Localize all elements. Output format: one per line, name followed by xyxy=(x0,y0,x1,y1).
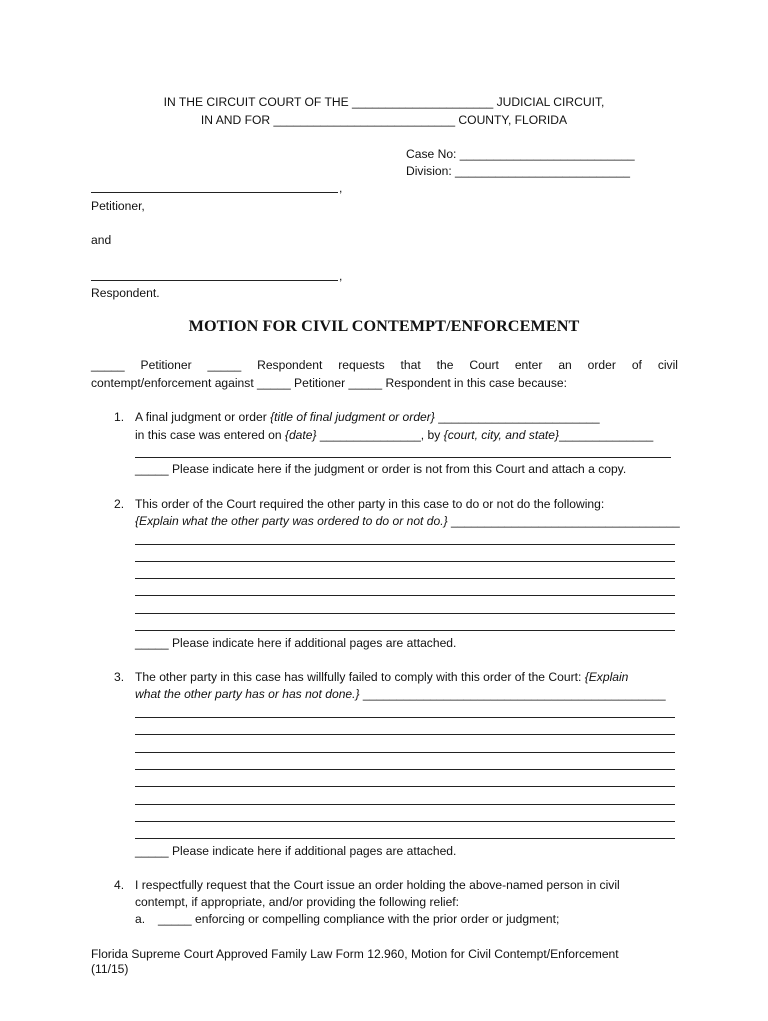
petitioner-name-line[interactable] xyxy=(91,192,338,193)
item-2-blank-line[interactable] xyxy=(135,595,675,596)
intro-word: requests xyxy=(338,358,385,372)
item-2-blank-line[interactable] xyxy=(135,630,675,631)
item-3-line-1: The other party in this case has willfully failed to comply with this order of the Court: {Explain xyxy=(135,670,629,684)
item-2-blank-line[interactable] xyxy=(135,578,675,579)
respondent-label: Respondent. xyxy=(91,286,160,300)
item-4a-checkbox-line[interactable]: _____ enforcing or compelling compliance with the prior order or judgment; xyxy=(158,912,560,926)
intro-word: civil xyxy=(657,358,678,372)
division-field[interactable]: Division: __________________________ xyxy=(406,164,630,178)
item-4-number: 4. xyxy=(114,878,125,892)
item-2-blank-line[interactable] xyxy=(135,561,675,562)
form-title: MOTION FOR CIVIL CONTEMPT/ENFORCEMENT xyxy=(188,317,580,335)
item-3-blank-line[interactable] xyxy=(135,769,675,770)
intro-word: Petitioner xyxy=(140,358,192,372)
item-2-line-1: This order of the Court required the other party in this case to do or not do the following: xyxy=(135,497,605,511)
intro-word: of xyxy=(631,358,642,372)
respondent-name-line[interactable] xyxy=(91,280,338,281)
intro-word[interactable]: _____ xyxy=(207,358,242,372)
item-2-blank-line[interactable] xyxy=(135,613,675,614)
intro-word[interactable]: _____ xyxy=(91,358,125,372)
petitioner-comma: , xyxy=(339,181,343,195)
footer-revision-date: (11/15) xyxy=(91,962,129,976)
item-4a-label: a. xyxy=(135,912,146,926)
item-2-line-2: {Explain what the other party was ordered to do or not do.} __________________________________ xyxy=(135,514,680,528)
intro-word: order xyxy=(587,358,616,372)
item-4-line-1: I respectfully request that the Court issue an order holding the above-named person in civil xyxy=(135,878,620,892)
intro-word: enter xyxy=(514,358,543,372)
respondent-comma: , xyxy=(339,269,343,283)
item-3-blank-line[interactable] xyxy=(135,786,675,787)
item-3-blank-line[interactable] xyxy=(135,821,675,822)
item-1-number: 1. xyxy=(114,410,125,424)
intro-word: an xyxy=(558,358,572,372)
item-2-blank-line[interactable] xyxy=(135,544,675,545)
intro-word: Court xyxy=(469,358,499,372)
court-line-1: IN THE CIRCUIT COURT OF THE _____________________ JUDICIAL CIRCUIT, xyxy=(163,95,605,109)
item-1-blank-line[interactable] xyxy=(135,457,671,458)
intro-word: Respondent xyxy=(257,358,323,372)
item-1-line-1: A final judgment or order {title of final judgment or order} ________________________ xyxy=(135,410,600,424)
intro-line-1 xyxy=(91,357,678,374)
item-4-line-2: contempt, if appropriate, and/or providing the following relief: xyxy=(135,895,460,909)
item-2-checkbox-line[interactable]: _____ Please indicate here if additional pages are attached. xyxy=(135,636,457,650)
item-2-number: 2. xyxy=(114,497,125,511)
item-3-line-2: what the other party has or has not done.} _____________________________________________ xyxy=(135,687,666,701)
intro-word: the xyxy=(436,358,454,372)
footer-form-id: Florida Supreme Court Approved Family Law Form 12.960, Motion for Civil Contempt/Enforcement xyxy=(91,947,619,961)
case-number-field[interactable]: Case No: __________________________ xyxy=(406,147,635,161)
petitioner-label: Petitioner, xyxy=(91,199,145,213)
intro-word: that xyxy=(400,358,421,372)
item-3-blank-line[interactable] xyxy=(135,752,675,753)
item-3-blank-line[interactable] xyxy=(135,804,675,805)
item-3-blank-line[interactable] xyxy=(135,734,675,735)
item-3-blank-line[interactable] xyxy=(135,838,675,839)
item-3-checkbox-line[interactable]: _____ Please indicate here if additional pages are attached. xyxy=(135,844,457,858)
item-1-line-2: in this case was entered on {date} _______________, by {court, city, and state}______________ xyxy=(135,428,654,442)
item-3-number: 3. xyxy=(114,670,125,684)
item-1-checkbox-line[interactable]: _____ Please indicate here if the judgment or order is not from this Court and attach a copy. xyxy=(135,462,627,476)
item-3-blank-line[interactable] xyxy=(135,717,675,718)
court-line-2: IN AND FOR ___________________________ COUNTY, FLORIDA xyxy=(200,113,568,127)
intro-line-2: contempt/enforcement against _____ Petitioner _____ Respondent in this case because: xyxy=(91,376,568,390)
and-label: and xyxy=(91,233,112,247)
